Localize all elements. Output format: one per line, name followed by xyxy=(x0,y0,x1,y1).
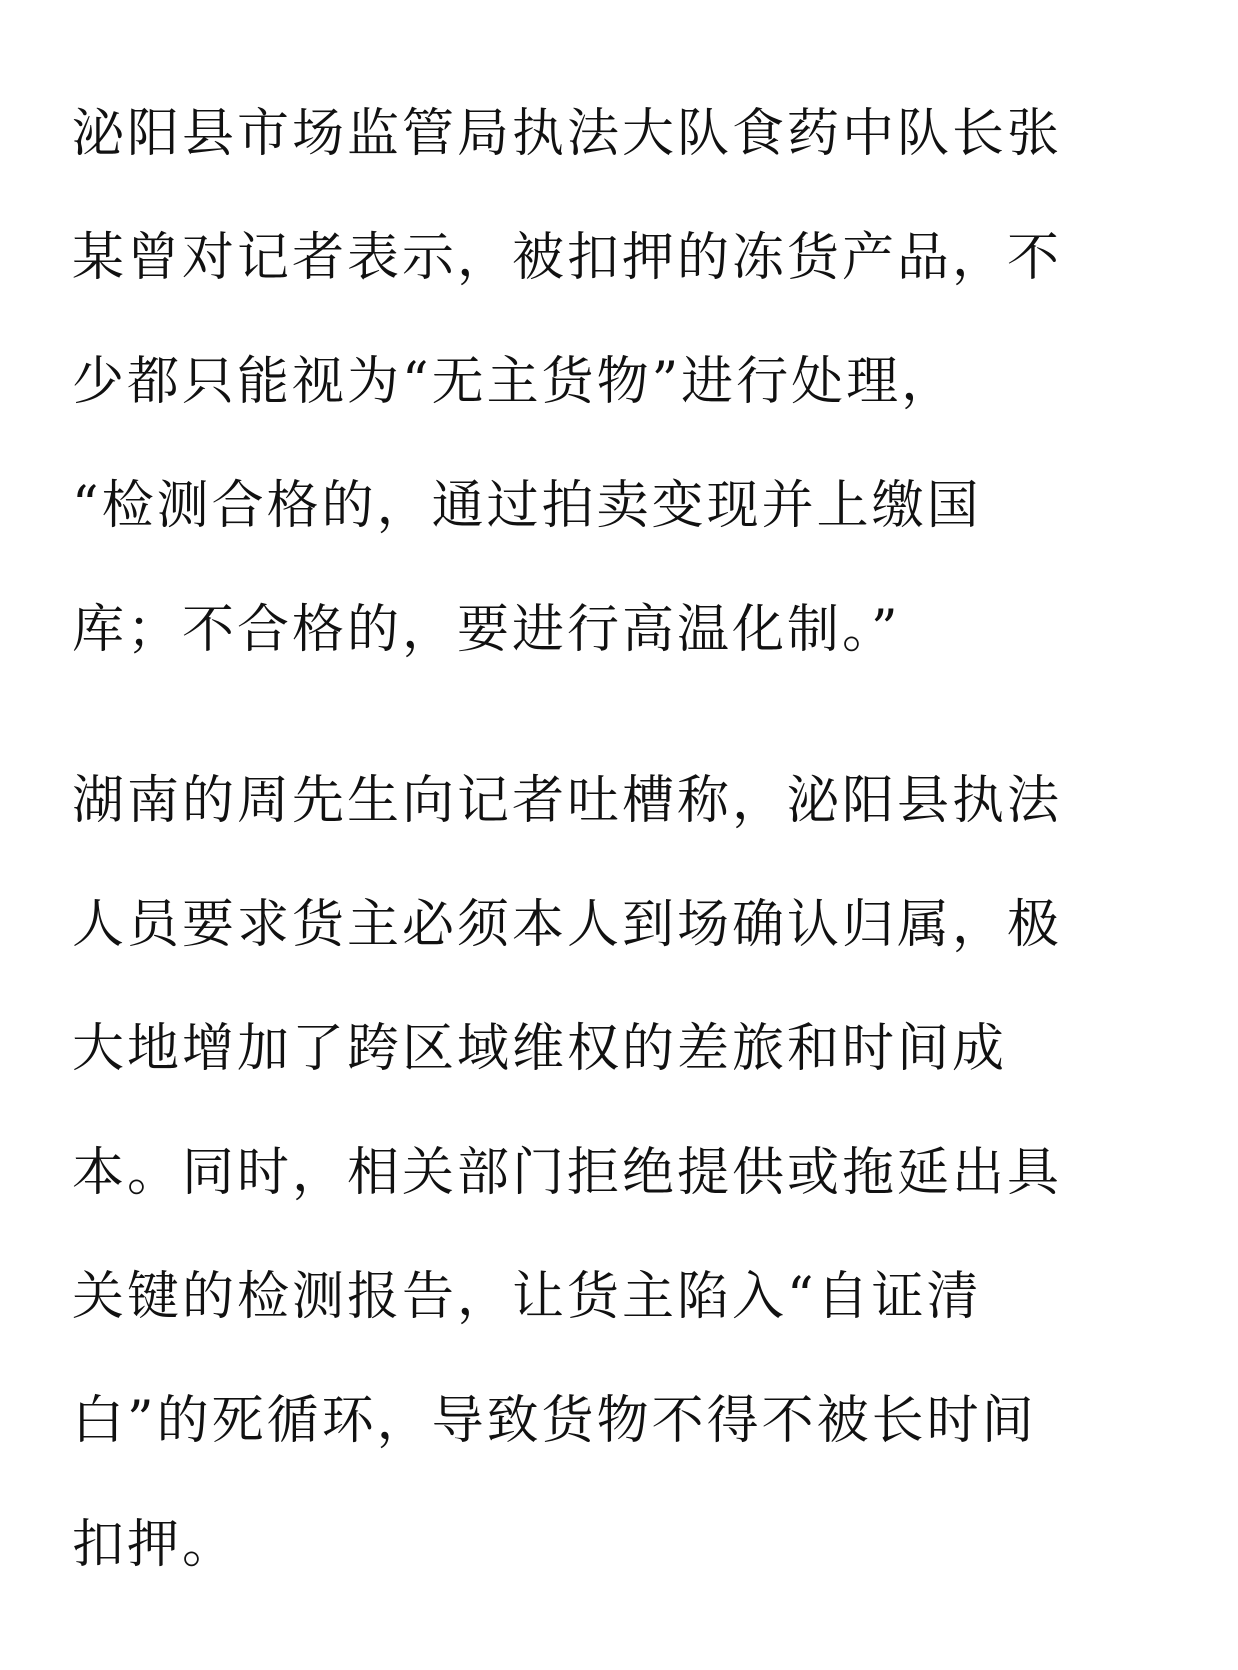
text-line: 大地增加了跨区域维权的差旅和时间成 xyxy=(72,1019,1008,1079)
text-line: 湖南的周先生向记者吐槽称，泌阳县执法 xyxy=(72,771,1063,831)
text-line: 白”的死循环，导致货物不得不被长时间 xyxy=(72,1391,1037,1451)
text-line: 泌阳县市场监管局执法大队食药中队长张 xyxy=(72,104,1063,164)
text-line: 关键的检测报告，让货主陷入“自证清 xyxy=(72,1267,982,1327)
text-line: 人员要求货主必须本人到场确认归属，极 xyxy=(72,895,1063,955)
text-line: 本。同时，相关部门拒绝提供或拖延出具 xyxy=(72,1143,1063,1203)
text-line: 少都只能视为“无主货物”进行处理， xyxy=(72,352,957,412)
text-line: 某曾对记者表示，被扣押的冻货产品，不 xyxy=(72,228,1063,288)
paragraph-gap xyxy=(72,692,1172,739)
paragraph-2 xyxy=(72,739,1172,1607)
text-line: 库；不合格的，要进行高温化制。” xyxy=(72,600,901,660)
text-line: 扣押。 xyxy=(72,1515,238,1575)
paragraph-1 xyxy=(72,72,1172,692)
text-line: “检测合格的，通过拍卖变现并上缴国 xyxy=(72,476,982,536)
article-body xyxy=(72,72,1172,1607)
